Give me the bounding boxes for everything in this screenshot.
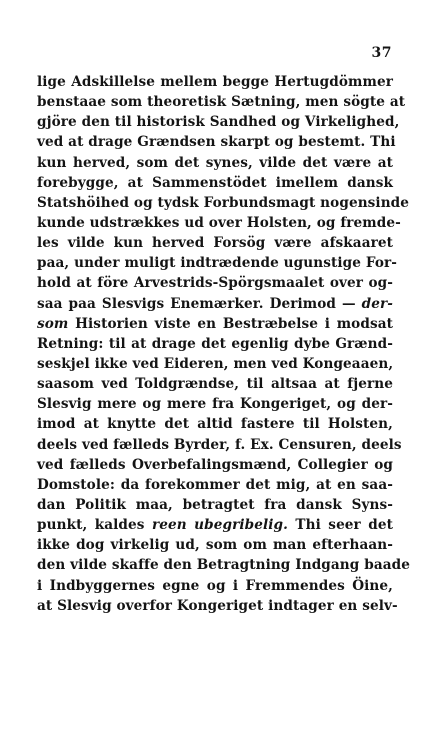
text-line bbox=[37, 72, 393, 92]
text-line bbox=[37, 233, 393, 253]
text-segment: saasom ved Toldgrændse, til altsaa at fjerne bbox=[37, 376, 393, 393]
text-segment: kun herved, som det synes, vilde det være at bbox=[37, 154, 393, 171]
page-number: 37 bbox=[371, 45, 392, 61]
text-segment: punkt, kaldes bbox=[37, 517, 152, 534]
text-segment: at Slesvig overfor Kongeriget indtager en selv- bbox=[37, 597, 398, 614]
text-line bbox=[37, 294, 393, 314]
text-segment: i Indbyggernes egne og i Fremmendes Öine, bbox=[37, 577, 393, 594]
text-segment: lige Adskillelse mellem begge Hertugdömmer bbox=[37, 74, 393, 90]
text-line bbox=[37, 213, 401, 233]
text-segment: benstaae som theoretisk Sætning, men sögte at bbox=[37, 94, 406, 111]
text-segment: kunde udstrækkes ud over Holsten, og fremde- bbox=[37, 214, 401, 231]
italic-text-segment: som bbox=[37, 315, 69, 332]
text-segment: den vilde skaffe den Betragtning Indgang baade bbox=[37, 557, 411, 574]
text-line bbox=[37, 173, 393, 193]
text-line bbox=[37, 153, 393, 173]
body-text bbox=[37, 72, 411, 616]
text-segment: les vilde kun herved Forsög være afskaaret bbox=[37, 235, 393, 252]
text-segment: ikke dog virkelig ud, som om man efterhaan- bbox=[37, 537, 393, 554]
text-line bbox=[37, 92, 406, 112]
italic-text-segment: der- bbox=[361, 295, 393, 312]
text-segment: forebygge, at Sammenstödet imellem dansk bbox=[37, 174, 393, 191]
text-segment: ved fælleds Overbefalingsmænd, Collegier og bbox=[37, 456, 393, 473]
text-segment: paa, under muligt indtrædende ugunstige For- bbox=[37, 255, 398, 272]
text-line bbox=[37, 414, 393, 434]
text-line bbox=[37, 596, 398, 616]
text-line bbox=[37, 334, 393, 354]
text-segment: deels ved fælleds Byrder, f. Ex. Censuren, deels bbox=[37, 436, 402, 453]
text-line bbox=[37, 535, 393, 555]
text-segment: gjöre den til historisk Sandhed og Virkelighed, bbox=[37, 114, 400, 131]
text-line bbox=[37, 112, 400, 132]
text-line bbox=[37, 273, 393, 293]
text-segment: dan Politik maa, betragtet fra dansk Syns- bbox=[37, 496, 393, 513]
text-line bbox=[37, 314, 393, 334]
text-segment: Statshöihed og tydsk Forbundsmagt nogensinde bbox=[37, 194, 410, 211]
italic-text-segment: reen ubegribelig. bbox=[151, 517, 288, 534]
text-line bbox=[37, 515, 393, 535]
text-segment: Domstole: da forekommer det mig, at en saa- bbox=[37, 476, 393, 493]
text-line bbox=[37, 193, 410, 213]
text-segment: hold at före Arvestrids-Spörgsmaalet over og- bbox=[37, 275, 393, 292]
text-line bbox=[37, 374, 393, 394]
text-segment: imod at knytte det altid fastere til Holsten, bbox=[37, 416, 393, 433]
text-segment: ved at drage Grændsen skarpt og bestemt. Thi bbox=[37, 134, 396, 151]
text-line bbox=[37, 455, 393, 475]
text-line bbox=[37, 132, 396, 152]
text-segment: Thi seer det bbox=[287, 517, 393, 534]
text-line bbox=[37, 435, 402, 455]
text-segment: seskjel ikke ved Eideren, men ved Kongeaaen, bbox=[37, 355, 394, 372]
text-segment: Retning: til at drage det egenlig dybe Grænd- bbox=[37, 335, 393, 352]
text-segment: Slesvig mere og mere fra Kongeriget, og der- bbox=[37, 396, 393, 413]
text-line bbox=[37, 555, 411, 575]
text-line bbox=[37, 576, 393, 596]
text-line bbox=[37, 354, 393, 374]
text-line bbox=[37, 475, 393, 495]
text-line bbox=[37, 253, 398, 273]
text-segment: Historien viste en Bestræbelse i modsat bbox=[68, 315, 393, 332]
text-line bbox=[37, 495, 393, 515]
text-segment: saa paa Slesvigs Enemærker. Derimod — bbox=[37, 295, 362, 312]
text-line bbox=[37, 394, 393, 414]
